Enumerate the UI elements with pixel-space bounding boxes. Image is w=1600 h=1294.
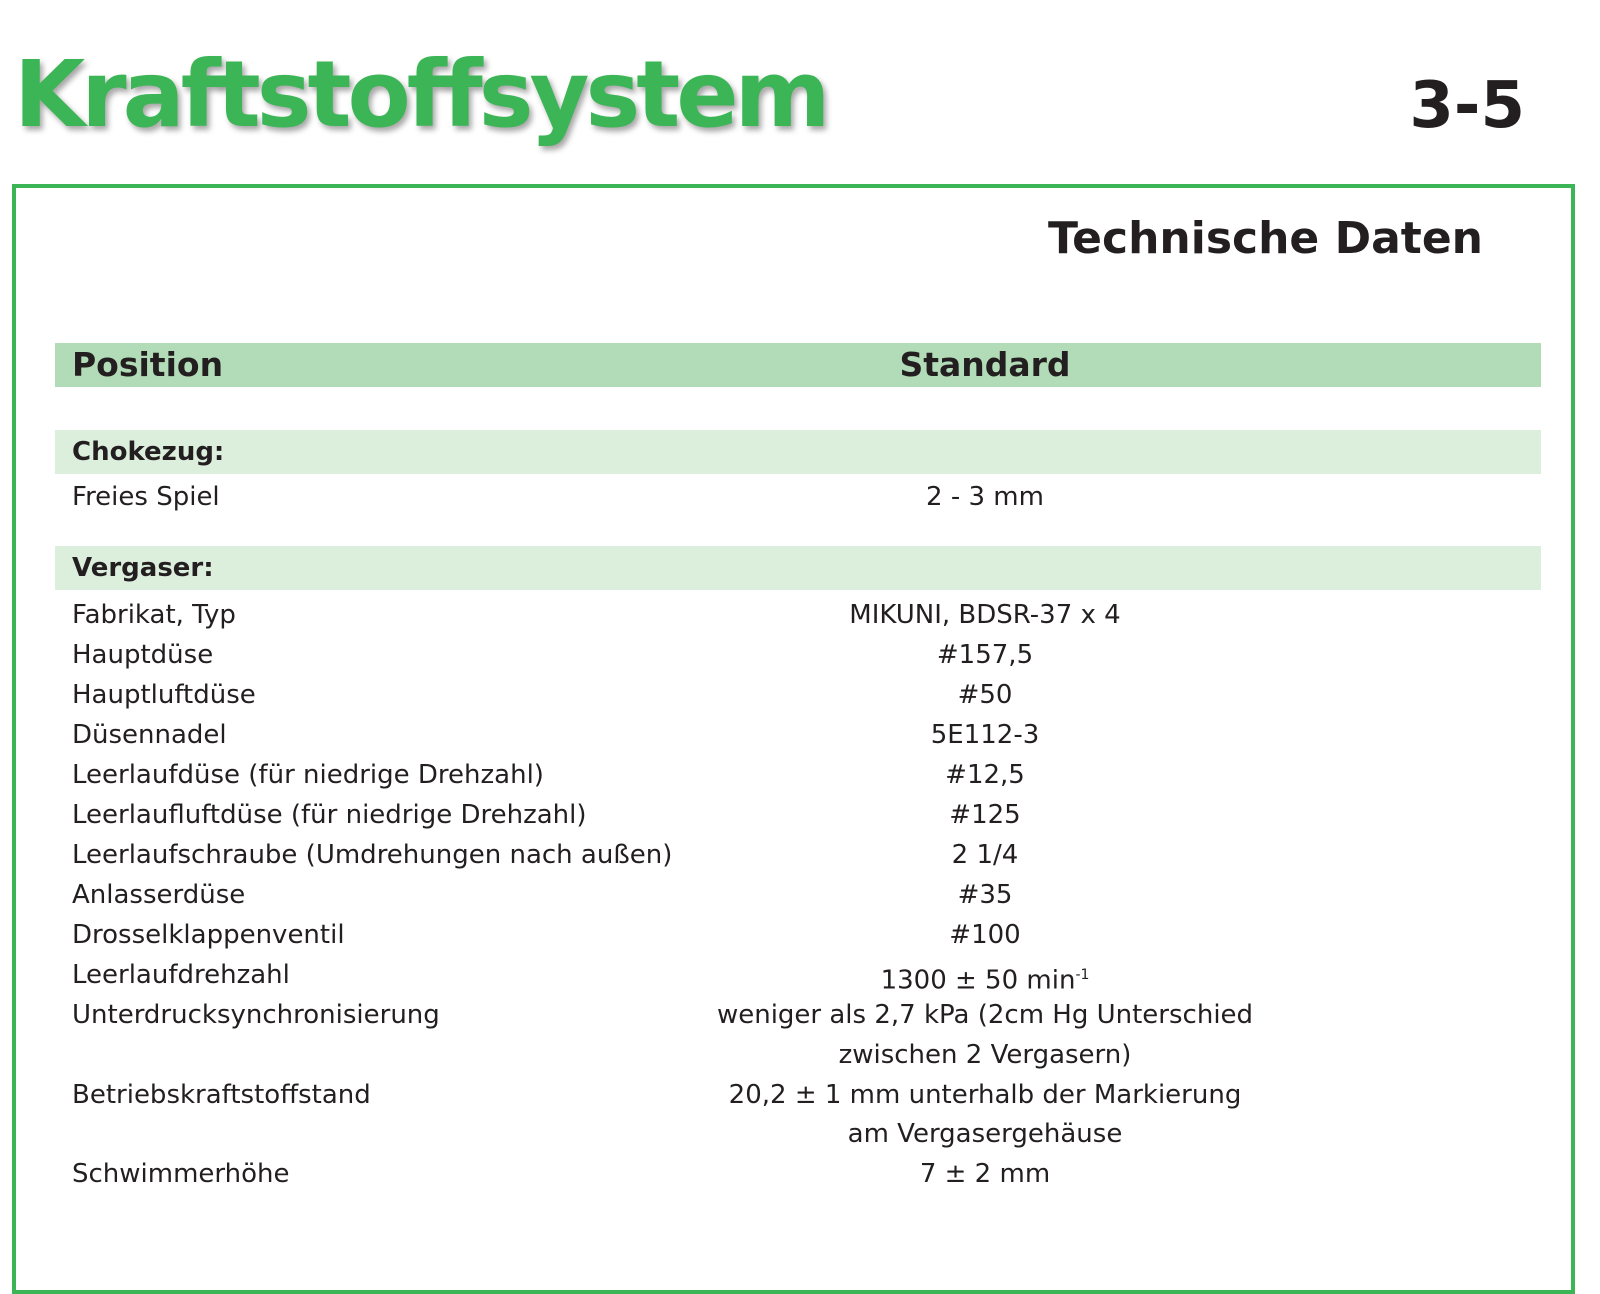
table-row-item: Leerlaufluftdüse (für niedrige Drehzahl) — [72, 800, 587, 830]
table-row-item: Anlasserdüse — [72, 880, 246, 910]
column-header-position: Position — [72, 345, 224, 384]
table-row-item: Leerlaufschraube (Umdrehungen nach außen) — [72, 840, 673, 870]
table-row-item: Leerlaufdrehzahl — [72, 960, 290, 990]
table-row-item: Düsennadel — [72, 720, 227, 750]
value-text: 1300 ± 50 min — [880, 965, 1076, 996]
group-bar-chokezug — [55, 430, 1541, 474]
table-row-item: Hauptdüse — [72, 640, 214, 670]
table-row-value: #125 — [949, 800, 1021, 830]
table-row-value-leerlaufdrehzahl — [640, 955, 1330, 1001]
value-superscript: -1 — [1075, 967, 1090, 983]
table-row-value: MIKUNI, BDSR-37 x 4 — [849, 600, 1121, 630]
table-row-item: Schwimmerhöhe — [72, 1159, 290, 1189]
chapter-title: Kraftstoffsystem — [14, 41, 827, 148]
table-row-value: 2 - 3 mm — [926, 482, 1044, 512]
group-bar-vergaser — [55, 546, 1541, 590]
table-row-item: Unterdrucksynchronisierung — [72, 1000, 440, 1030]
table-row-value: 20,2 ± 1 mm unterhalb der Markierung — [728, 1080, 1242, 1110]
table-row-item: Fabrikat, Typ — [72, 600, 236, 630]
table-row-value: #157,5 — [936, 640, 1034, 670]
table-row-value: #100 — [949, 920, 1021, 950]
table-row-value: #12,5 — [945, 760, 1025, 790]
section-title: Technische Daten — [1048, 213, 1483, 264]
table-row-value: #35 — [957, 880, 1013, 910]
table-row-item: Freies Spiel — [72, 482, 220, 512]
group-label-chokezug: Chokezug: — [72, 437, 225, 467]
column-header-standard: Standard — [899, 345, 1071, 384]
table-row-value: 7 ± 2 mm — [919, 1159, 1051, 1189]
table-row-value: 5E112-3 — [930, 720, 1040, 750]
table-row-item: Hauptluftdüse — [72, 680, 256, 710]
table-row-value-continued: am Vergasergehäuse — [847, 1119, 1123, 1149]
table-row-value: weniger als 2,7 kPa (2cm Hg Unterschied — [716, 1000, 1254, 1030]
page-number: 3-5 — [1409, 69, 1525, 143]
table-row-item: Leerlaufdüse (für niedrige Drehzahl) — [72, 760, 544, 790]
table-row-item: Drosselklappenventil — [72, 920, 345, 950]
table-row-value-continued: zwischen 2 Vergasern) — [838, 1040, 1132, 1070]
table-row-value: 2 1/4 — [951, 840, 1019, 870]
group-label-vergaser: Vergaser: — [72, 553, 214, 583]
table-row-item: Betriebskraftstoffstand — [72, 1080, 371, 1110]
table-row-value: #50 — [957, 680, 1013, 710]
